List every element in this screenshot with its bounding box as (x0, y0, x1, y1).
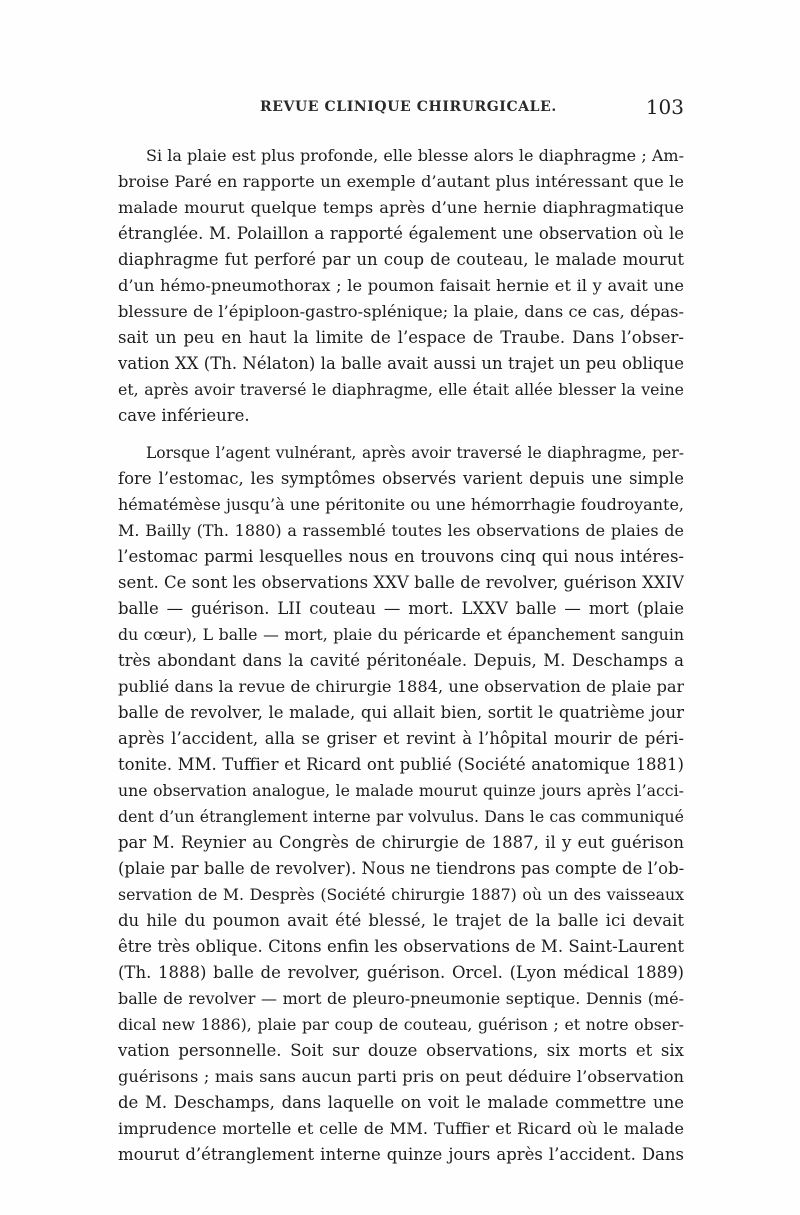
text-line: diaphragme fut perforé par un coup de couteau, le malade mourut (118, 250, 684, 269)
body-text (118, 143, 684, 1168)
text-line: très abondant dans la cavité péritonéale. Depuis, M. Deschamps a (118, 651, 684, 670)
text-line: cave inférieure. (118, 406, 250, 425)
text-line: après l’accident, alla se griser et revint à l’hôpital mourir de péri- (118, 729, 684, 748)
text-line: du hile du poumon avait été blessé, le trajet de la balle ici devait (118, 911, 684, 930)
text-line: (Th. 1888) balle de revolver, guérison. Orcel. (Lyon médical 1889) (118, 963, 684, 982)
text-line: Si la plaie est plus profonde, elle blesse alors le diaphragme ; Am- (146, 146, 684, 165)
text-line: étranglée. M. Polaillon a rapporté également une observation où le (118, 224, 684, 243)
text-line: vation XX (Th. Nélaton) la balle avait aussi un trajet un peu oblique (118, 354, 684, 373)
text-line: par M. Reynier au Congrès de chirurgie de 1887, il y eut guérison (118, 833, 684, 852)
text-line: imprudence mortelle et celle de MM. Tuffier et Ricard où le malade (118, 1119, 684, 1138)
text-line: et, après avoir traversé le diaphragme, elle était allée blesser la veine (118, 380, 684, 399)
text-line: sent. Ce sont les observations XXV balle de revolver, guérison XXIV (118, 573, 684, 592)
text-line: hématémèse jusqu’à une péritonite ou une hémorrhagie foudroyante, (118, 495, 684, 514)
text-line: broise Paré en rapporte un exemple d’autant plus intéressant que le (118, 172, 684, 191)
running-head (118, 97, 684, 121)
text-line: mourut d’étranglement interne quinze jours après l’accident. Dans (118, 1145, 684, 1164)
text-line: publié dans la revue de chirurgie 1884, une observation de plaie par (118, 677, 684, 696)
text-line: dent d’un étranglement interne par volvulus. Dans le cas communiqué (118, 807, 684, 826)
text-line: fore l’estomac, les symptômes observés varient depuis une simple (118, 469, 684, 488)
text-line: (plaie par balle de revolver). Nous ne tiendrons pas compte de l’ob- (118, 859, 684, 878)
text-line: balle de revolver, le malade, qui allait bien, sortit le quatrième jour (118, 703, 684, 722)
text-line: l’estomac parmi lesquelles nous en trouvons cinq qui nous intéres- (118, 547, 684, 566)
paragraph-2 (118, 440, 684, 1168)
text-line: malade mourut quelque temps après d’une hernie diaphragmatique (118, 198, 684, 217)
paragraph-1 (118, 143, 684, 429)
running-title: REVUE CLINIQUE CHIRURGICALE. (260, 99, 557, 115)
text-line: une observation analogue, le malade mourut quinze jours après l’acci- (118, 781, 684, 800)
text-line: M. Bailly (Th. 1880) a rassemblé toutes les observations de plaies de (118, 521, 684, 540)
text-line: balle — guérison. LII couteau — mort. LXXV balle — mort (plaie (118, 599, 684, 618)
text-line: du cœur), L balle — mort, plaie du péricarde et épanchement sanguin (118, 625, 684, 644)
text-line: sait un peu en haut la limite de l’espace de Traube. Dans l’obser- (118, 328, 684, 347)
text-line: de M. Deschamps, dans laquelle on voit le malade commettre une (118, 1093, 684, 1112)
page-number: 103 (645, 95, 684, 119)
text-line: être très oblique. Citons enfin les observations de M. Saint-Laurent (118, 937, 684, 956)
text-line: servation de M. Desprès (Société chirurgie 1887) où un des vaisseaux (118, 885, 684, 904)
text-line: d’un hémo-pneumothorax ; le poumon faisait hernie et il y avait une (118, 276, 684, 295)
text-line: blessure de l’épiploon-gastro-splénique; la plaie, dans ce cas, dépas- (118, 302, 684, 321)
text-line: balle de revolver — mort de pleuro-pneumonie septique. Dennis (mé- (118, 989, 684, 1008)
text-line: vation personnelle. Soit sur douze observations, six morts et six (118, 1041, 684, 1060)
text-line: tonite. MM. Tuffier et Ricard ont publié (Société anatomique 1881) (118, 755, 684, 774)
text-line: dical new 1886), plaie par coup de couteau, guérison ; et notre obser- (118, 1015, 684, 1034)
text-line: Lorsque l’agent vulnérant, après avoir traversé le diaphragme, per- (146, 444, 684, 462)
text-line: guérisons ; mais sans aucun parti pris on peut déduire l’observation (118, 1067, 684, 1086)
